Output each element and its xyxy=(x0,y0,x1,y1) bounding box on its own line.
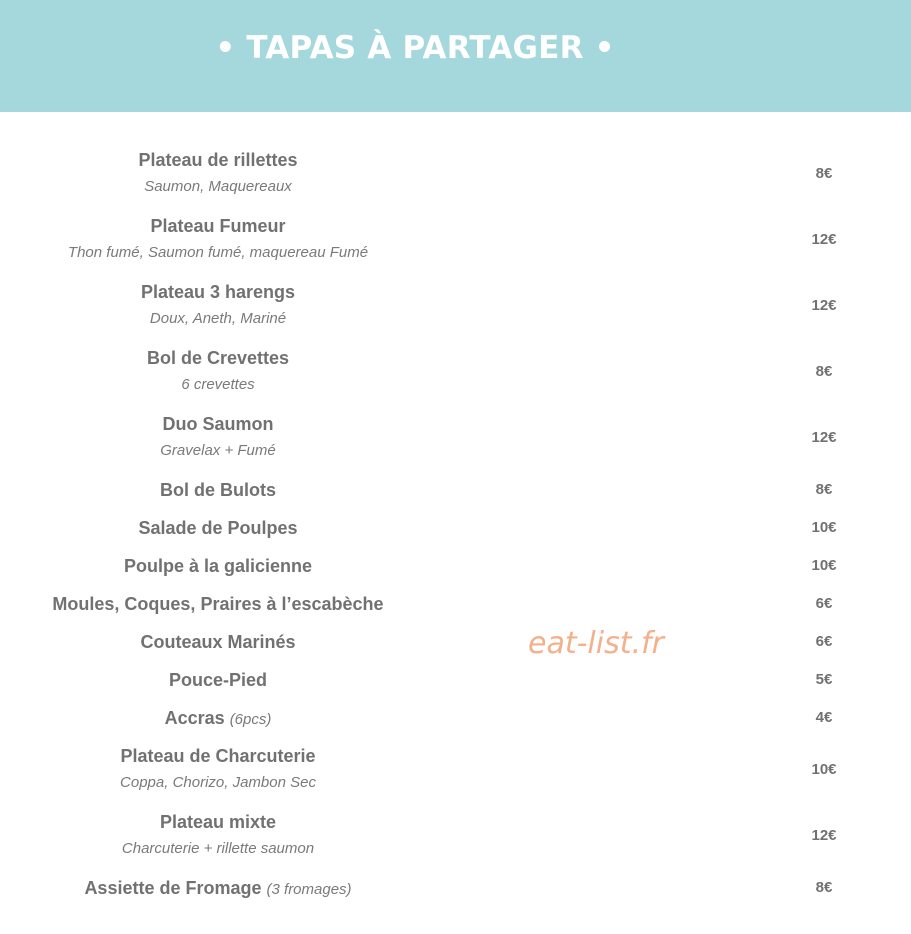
item-name: Plateau mixte xyxy=(159,812,277,832)
section-header xyxy=(0,0,911,112)
item-price: 8€ xyxy=(815,165,833,182)
item-name: Bol de Crevettes xyxy=(146,348,290,368)
item-name: Poulpe à la galicienne xyxy=(123,556,313,576)
item-note: (3 fromages) xyxy=(266,881,352,898)
item-price: 5€ xyxy=(815,671,833,688)
item-name: Accras xyxy=(164,708,225,728)
item-description: Thon fumé, Saumon fumé, maquereau Fumé xyxy=(67,244,369,261)
item-price: 8€ xyxy=(815,363,833,380)
item-description: Coppa, Chorizo, Jambon Sec xyxy=(120,774,316,791)
item-name: Plateau 3 harengs xyxy=(140,282,296,302)
item-price: 12€ xyxy=(811,231,837,248)
item-description: 6 crevettes xyxy=(181,376,255,393)
item-description: Doux, Aneth, Mariné xyxy=(149,310,287,327)
item-price: 10€ xyxy=(811,761,837,778)
item-name: Bol de Bulots xyxy=(160,480,276,500)
item-price: 12€ xyxy=(811,297,837,314)
item-price: 10€ xyxy=(811,557,837,574)
item-name: Plateau de Charcuterie xyxy=(120,746,316,766)
item-name: Salade de Poulpes xyxy=(138,518,298,538)
item-price: 12€ xyxy=(811,827,837,844)
section-title: • TAPAS À PARTAGER • xyxy=(215,30,615,66)
item-price: 12€ xyxy=(811,429,837,446)
item-price: 6€ xyxy=(815,595,833,612)
item-price: 8€ xyxy=(815,481,833,498)
item-price: 4€ xyxy=(815,709,833,726)
item-price: 6€ xyxy=(815,633,833,650)
watermark: eat-list.fr xyxy=(528,626,664,661)
item-name: Assiette de Fromage xyxy=(84,878,262,898)
item-description: Gravelax + Fumé xyxy=(160,442,276,459)
item-name: Plateau Fumeur xyxy=(150,216,286,236)
item-description: Saumon, Maquereaux xyxy=(144,178,292,195)
item-price: 8€ xyxy=(815,879,833,896)
item-name: Duo Saumon xyxy=(162,414,274,434)
item-name: Plateau de rillettes xyxy=(138,150,298,170)
item-price: 10€ xyxy=(811,519,837,536)
item-note: (6pcs) xyxy=(229,711,272,728)
item-name: Moules, Coques, Praires à l’escabèche xyxy=(52,594,384,614)
item-name: Pouce-Pied xyxy=(168,670,268,690)
item-description: Charcuterie + rillette saumon xyxy=(121,840,315,857)
item-name: Couteaux Marinés xyxy=(140,632,296,652)
